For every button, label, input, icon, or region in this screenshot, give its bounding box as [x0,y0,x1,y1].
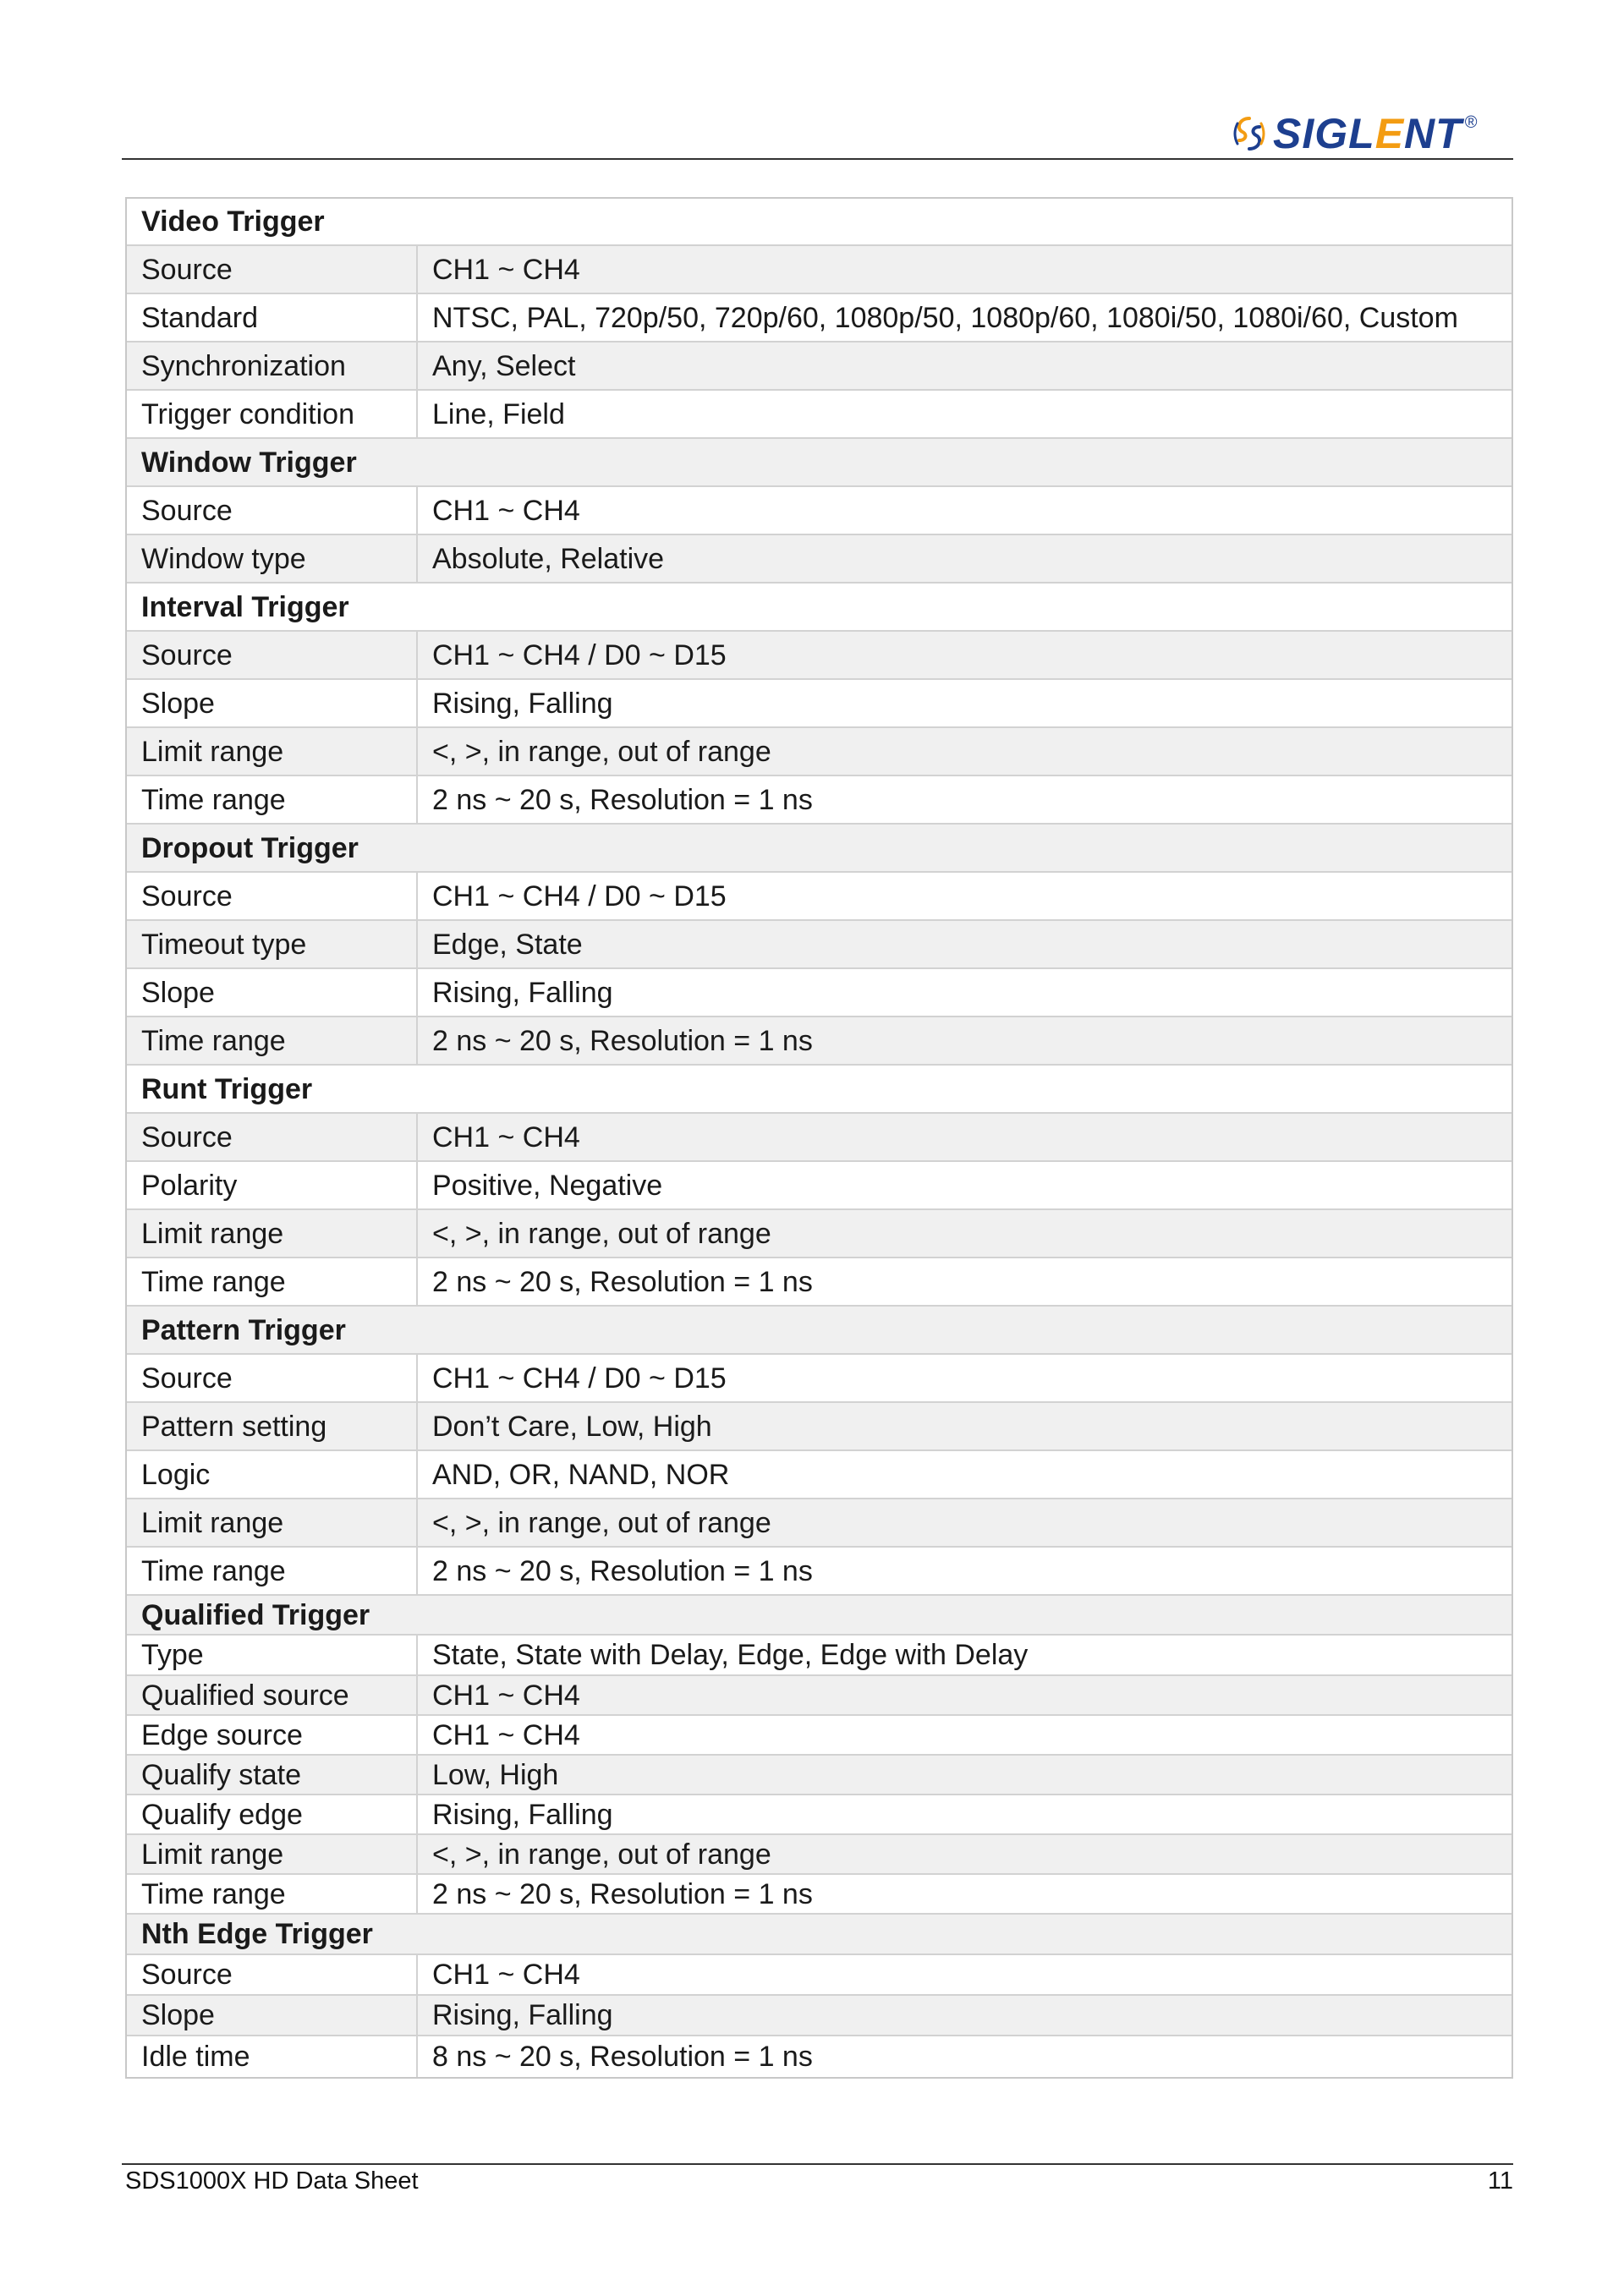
table-row [127,535,1512,584]
spec-label: Time range [127,1017,418,1064]
section-header [127,199,1512,246]
spec-label: Time range [127,1875,418,1913]
footer-rule [122,2163,1513,2165]
section-title: Runt Trigger [141,1072,313,1105]
section-title: Video Trigger [141,205,325,238]
section-header [127,1915,1512,1955]
spec-value: State, State with Delay, Edge, Edge with Delay [432,1639,1029,1671]
spec-value: CH1 ~ CH4 [432,1679,580,1712]
spec-value: Absolute, Relative [432,542,665,575]
table-row [127,1756,1512,1795]
table-row [127,680,1512,728]
spec-label: Window type [127,535,418,582]
table-row [127,1499,1512,1548]
spec-value: 2 ns ~ 20 s, Resolution = 1 ns [432,1265,813,1298]
table-row [127,921,1512,969]
spec-label: Source [127,873,418,919]
table-row [127,1875,1512,1915]
table-row [127,1996,1512,2036]
table-row [127,1636,1512,1676]
spec-value: CH1 ~ CH4 / D0 ~ D15 [432,1362,727,1395]
table-row [127,2036,1512,2077]
table-row [127,246,1512,294]
table-row [127,391,1512,439]
table-row [127,1716,1512,1756]
spec-label: Source [127,1955,418,1994]
spec-label: Type [127,1636,418,1674]
table-row [127,342,1512,391]
section-header [127,1307,1512,1355]
spec-value: Rising, Falling [432,976,613,1009]
spec-label: Polarity [127,1162,418,1208]
spec-label: Qualify state [127,1756,418,1794]
spec-label: Slope [127,680,418,726]
section-header [127,584,1512,632]
table-row [127,1017,1512,1066]
spec-label: Time range [127,1258,418,1305]
spec-value: 2 ns ~ 20 s, Resolution = 1 ns [432,1554,813,1587]
spec-label: Limit range [127,1499,418,1546]
spec-value: <, >, in range, out of range [432,1217,771,1250]
section-title: Dropout Trigger [141,831,359,864]
spec-table [125,197,1513,2079]
section-header [127,1596,1512,1636]
spec-value: <, >, in range, out of range [432,1838,771,1871]
table-row [127,1795,1512,1835]
spec-label: Slope [127,969,418,1016]
table-row [127,1676,1512,1716]
table-row [127,969,1512,1017]
spec-label: Source [127,487,418,534]
spec-value: 8 ns ~ 20 s, Resolution = 1 ns [432,2041,813,2073]
spec-label: Standard [127,294,418,341]
spec-value: CH1 ~ CH4 [432,1121,580,1153]
spec-value: CH1 ~ CH4 [432,253,580,286]
spec-value: Rising, Falling [432,1999,613,2031]
table-row [127,1114,1512,1162]
spec-label: Source [127,1355,418,1401]
table-row [127,1955,1512,1996]
spec-label: Pattern setting [127,1403,418,1449]
spec-value: CH1 ~ CH4 [432,1959,580,1991]
table-row [127,873,1512,921]
table-row [127,487,1512,535]
table-row [127,728,1512,776]
registered-mark: ® [1464,113,1478,132]
spec-value: 2 ns ~ 20 s, Resolution = 1 ns [432,1877,813,1910]
spec-value: Positive, Negative [432,1169,663,1202]
spec-value: 2 ns ~ 20 s, Resolution = 1 ns [432,783,813,816]
brand-name: SIGLENT [1273,110,1462,157]
spec-value: AND, OR, NAND, NOR [432,1458,730,1491]
spec-label: Logic [127,1451,418,1498]
spec-label: Limit range [127,728,418,775]
table-row [127,1451,1512,1499]
spec-value: Low, High [432,1758,559,1791]
spec-value: Edge, State [432,928,583,961]
spec-label: Source [127,632,418,678]
section-title: Nth Edge Trigger [141,1918,373,1950]
spec-value: 2 ns ~ 20 s, Resolution = 1 ns [432,1024,813,1057]
spec-label: Time range [127,1548,418,1594]
table-row [127,294,1512,342]
spec-value: CH1 ~ CH4 / D0 ~ D15 [432,879,727,912]
spec-value: NTSC, PAL, 720p/50, 720p/60, 1080p/50, 1080p/60, 1080i/50, 1080i/60, Custom [432,301,1458,334]
spec-label: Limit range [127,1210,418,1257]
spec-value: Rising, Falling [432,1798,613,1831]
table-row [127,1162,1512,1210]
spec-label: Qualify edge [127,1795,418,1833]
spec-value: Rising, Falling [432,687,613,720]
table-row [127,1403,1512,1451]
spec-label: Synchronization [127,342,418,389]
spec-label: Slope [127,1996,418,2035]
header-rule [122,158,1513,160]
table-row [127,776,1512,825]
table-row [127,1210,1512,1258]
spec-value: Any, Select [432,349,576,382]
table-row [127,1548,1512,1596]
spec-label: Time range [127,776,418,823]
spec-label: Limit range [127,1835,418,1873]
siglent-swirl-icon [1231,115,1268,152]
spec-value: CH1 ~ CH4 [432,494,580,527]
section-title: Window Trigger [141,446,357,479]
spec-label: Trigger condition [127,391,418,437]
section-header [127,439,1512,487]
section-header [127,1066,1512,1114]
section-title: Pattern Trigger [141,1313,346,1346]
spec-value: CH1 ~ CH4 / D0 ~ D15 [432,638,727,671]
spec-label: Timeout type [127,921,418,967]
spec-value: <, >, in range, out of range [432,735,771,768]
table-row [127,1355,1512,1403]
spec-label: Edge source [127,1716,418,1754]
spec-label: Source [127,1114,418,1160]
section-title: Qualified Trigger [141,1598,370,1631]
table-row [127,1835,1512,1875]
siglent-logo [1231,112,1477,156]
section-header [127,825,1512,873]
spec-value: Don’t Care, Low, High [432,1410,712,1443]
spec-label: Idle time [127,2036,418,2077]
table-row [127,1258,1512,1307]
spec-value: CH1 ~ CH4 [432,1718,580,1751]
footer-page-number: 11 [1487,2167,1513,2195]
spec-value: Line, Field [432,397,565,430]
footer-document-title: SDS1000X HD Data Sheet [125,2167,419,2195]
spec-value: <, >, in range, out of range [432,1506,771,1539]
spec-label: Source [127,246,418,293]
table-row [127,632,1512,680]
section-title: Interval Trigger [141,590,349,623]
spec-label: Qualified source [127,1676,418,1714]
